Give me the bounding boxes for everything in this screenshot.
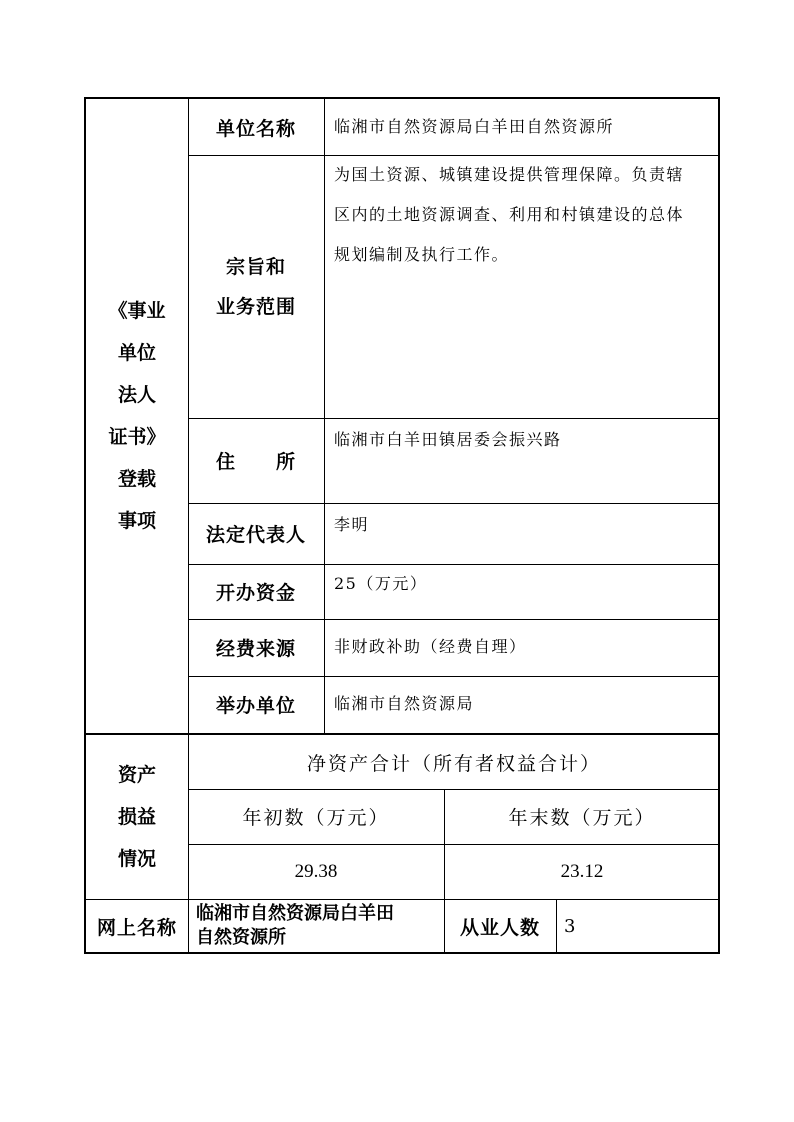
unit-name-value: 临湘市自然资源局白羊田自然资源所 (334, 117, 615, 136)
address-label: 住 所 (215, 451, 296, 473)
section-label-line: 情况 (117, 848, 156, 870)
staff-count-value: 3 (564, 916, 576, 937)
online-name-line: 临湘市自然资源局白羊田 (196, 903, 394, 924)
section-label-line: 登载 (117, 468, 156, 490)
sponsor-label: 举办单位 (215, 695, 296, 717)
capital-label: 开办资金 (215, 582, 296, 604)
begin-value-label: 年初数（万元） (242, 807, 390, 829)
section-label-line: 损益 (117, 806, 156, 828)
purpose-line: 区内的土地资源调查、利用和村镇建设的总体 (334, 205, 685, 224)
net-assets-header: 净资产合计（所有者权益合计） (306, 752, 601, 775)
unit-name-label: 单位名称 (215, 117, 296, 140)
registration-table (84, 97, 720, 954)
staff-count-label: 从业人数 (459, 917, 540, 939)
online-name-value (188, 899, 444, 954)
section-label-line: 法人 (117, 384, 156, 406)
section-label-line: 《事业 (108, 300, 166, 322)
assets-section-label (86, 735, 188, 899)
end-value: 23.12 (560, 860, 604, 882)
purpose-label-line: 业务范围 (215, 295, 296, 318)
section-label-line: 证书》 (108, 426, 166, 448)
registration-section-label (86, 99, 188, 733)
section-label-line: 事项 (117, 510, 156, 532)
legal-rep-label: 法定代表人 (205, 524, 306, 546)
funding-label: 经费来源 (215, 638, 296, 660)
capital-value: 25（万元） (334, 574, 428, 593)
online-name-label: 网上名称 (96, 917, 177, 939)
purpose-label (188, 155, 324, 418)
end-value-label: 年末数（万元） (508, 807, 656, 829)
sponsor-value: 临湘市自然资源局 (334, 694, 475, 713)
begin-value: 29.38 (294, 860, 338, 882)
address-value: 临湘市白羊田镇居委会振兴路 (334, 430, 562, 449)
online-name-line: 自然资源所 (196, 927, 286, 948)
purpose-label-line: 宗旨和 (225, 255, 286, 278)
purpose-line: 为国土资源、城镇建设提供管理保障。负责辖 (334, 165, 685, 184)
purpose-value (324, 155, 720, 418)
funding-value: 非财政补助（经费自理） (334, 637, 527, 656)
section-label-line: 单位 (117, 342, 156, 364)
purpose-line: 规划编制及执行工作。 (334, 245, 510, 264)
legal-rep-value: 李明 (334, 515, 370, 534)
section-label-line: 资产 (117, 764, 156, 786)
